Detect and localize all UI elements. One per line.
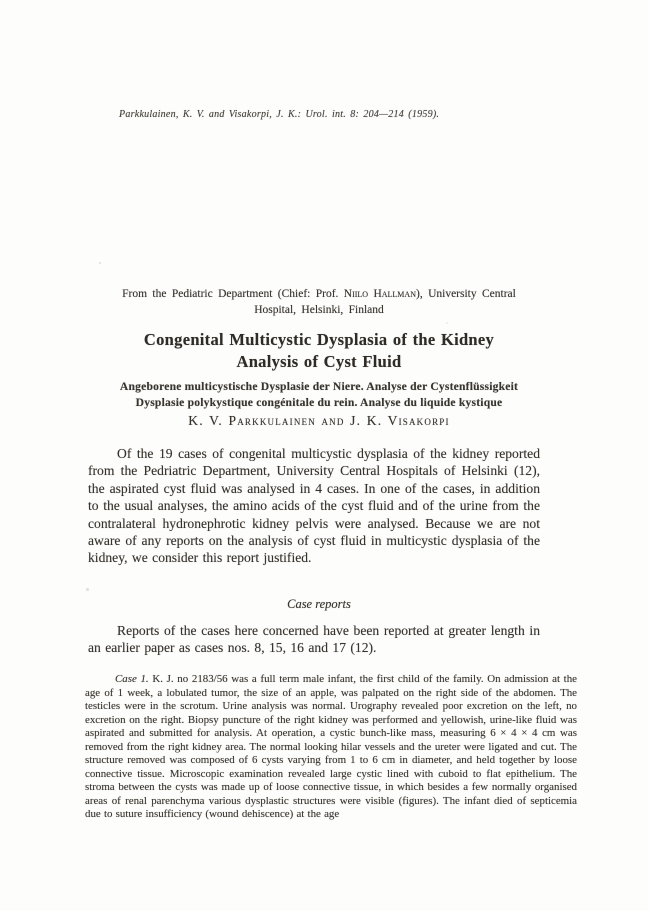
- affiliation-block: [84, 287, 554, 318]
- scan-speckle: [86, 588, 89, 591]
- case1-text: K. J. no 2183/56 was a full term male infant, the first child of the family. On admission at the age of 1 week, a lobulated tumor, the size of an apple, was palpated on the right side of the abdomen. The testicles were in the scrotum. Urine analysis was normal. Urography revealed poor excretion on the left, no excretion on the right. Biopsy puncture of the right kidney was performed and yellowish, urine-like fluid was aspirated and submitted for analysis. At operation, a cystic bunch-like mass, measuring 6 × 4 × 4 cm was removed from the right kidney area. The normal looking hilar vessels and the ureter were ligated and cut. The structure removed was composed of 6 cysts varying from 1 to 6 cm in diameter, and held together by loose connective tissue. Microscopic examination revealed large cystic lined with cuboid to flat epithelium. The stroma between the cysts was made up of loose connective tissue, in which besides a few normally organised areas of renal parenchyma various dysplastic structures were visible (figures). The infant died of septicemia due to suture insufficiency (wound dehiscence) at the age: [85, 673, 577, 820]
- authors-line: K. V. Parkkulainen and J. K. Visakorpi: [188, 413, 450, 428]
- translated-titles: [57, 379, 581, 411]
- reports-paragraph: Reports of the cases here concerned have been reported at greater length in an earlier paper as cases nos. 8, 15, 16 and 17 (12).: [88, 623, 540, 656]
- affiliation-line2: Hospital, Helsinki, Finland: [254, 303, 384, 316]
- intro-paragraph: Of the 19 cases of congenital multicystic dysplasia of the kidney reported from the Pedriatric Department, University Central Hospitals of Helsinki (12), the aspirated cyst fluid was analysed in 4 cases. In one of the cases, in addition to the usual analyses, the amino acids of the cyst fluid and of the urine from the contralateral hydronephrotic kidney pelvis were analysed. Because we are not aware of any reports on the analysis of cyst fluid in multicystic dysplasia of the kidney, we consider this report justified.: [88, 446, 540, 566]
- scan-speckle: [99, 262, 101, 264]
- article-title-line1: Congenital Multicystic Dysplasia of the Kidney: [143, 330, 495, 349]
- subtitle-french: Dysplasie polykystique congénitale du rein. Analyse du liquide kystique: [135, 395, 503, 409]
- subtitle-german: Angeborene multicystische Dysplasie der Niere. Analyse der Cystenflüssigkeit: [119, 380, 519, 393]
- case1-paragraph: [85, 673, 577, 822]
- running-head-citation: Parkkulainen, K. V. and Visakorpi, J. K.: Urol. int. 8: 204—214 (1959).: [119, 109, 440, 120]
- department-chief-name: Niilo Hallman: [343, 288, 416, 300]
- case1-label: Case 1.: [115, 673, 149, 685]
- article-title-line2: Analysis of Cyst Fluid: [236, 351, 402, 371]
- affiliation-suffix: ), University Central: [415, 288, 516, 300]
- scan-speckle: [446, 322, 448, 324]
- article-title: [84, 329, 554, 372]
- affiliation-line1: [84, 287, 554, 303]
- section-heading-case-reports: Case reports: [287, 597, 351, 611]
- affiliation-prefix: From the Pediatric Department (Chief: Prof.: [122, 288, 344, 300]
